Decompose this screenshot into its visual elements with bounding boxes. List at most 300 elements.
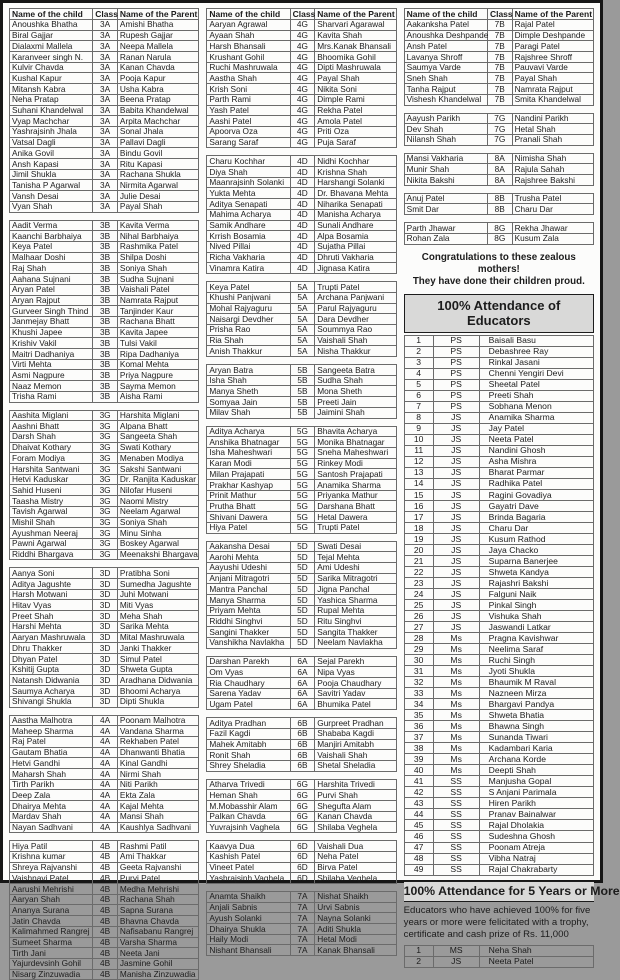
parent-name-cell: Nipa Vyas [315,667,396,678]
roster-cell: PS [433,401,479,412]
roster-cell: 48 [404,853,433,864]
table-row [10,600,199,611]
class-cell: 4D [290,241,315,252]
class-cell: 4A [93,758,118,769]
table-row [207,167,396,178]
roster-cell: JS [433,622,479,633]
class-cell: 6D [290,841,315,852]
roster-cell: MS [433,945,479,956]
parent-name-cell: Neeta Jani [117,948,198,959]
table-row [10,862,199,873]
roster-cell: 4 [404,368,433,379]
class-cell: 5G [290,437,315,448]
roster-cell: Ms [433,666,479,677]
class-cell: 3G [93,421,118,432]
child-name-cell: Mantra Panchal [207,584,290,595]
child-name-cell: Sahid Huseni [10,485,93,496]
class-cell: 4B [93,841,118,852]
class-cell: 5B [290,397,315,408]
child-name-cell: Pawni Agarwal [10,538,93,549]
child-name-cell: Krushant Gohil [207,52,290,63]
child-name-cell: Shreya Rajvanshi [10,862,93,873]
table-row [404,62,593,73]
table-row [207,616,396,627]
parent-name-cell: Juhi Motwani [117,589,198,600]
table-row [207,522,396,533]
table-row [404,567,593,578]
table-row [10,84,199,95]
child-name-cell: Anjani Mitragotri [207,573,290,584]
table-row [207,469,396,480]
parent-name-cell: Alpana Bhatt [117,421,198,432]
class-table-6D [206,840,396,884]
child-name-cell: Hiya Patil [10,841,93,852]
table-row [10,790,199,801]
roster-cell: 11 [404,445,433,456]
table-row [207,902,396,913]
table-row [207,282,396,293]
roster-cell: PS [433,357,479,368]
child-name-cell: Anoushka Deshpande [404,30,487,41]
class-cell: 6G [290,790,315,801]
child-name-cell: Yajurdevsinh Gohil [10,958,93,969]
class-cell: 3B [93,284,118,295]
table-row [404,84,593,95]
class-cell: 3D [93,664,118,675]
child-name-cell: Diya Shah [207,167,290,178]
class-cell: 7B [487,84,512,95]
table-row [207,656,396,667]
class-cell: 8G [487,233,512,244]
roster-cell: Bharat Parmar [479,467,593,478]
roster-cell: Sobhana Menon [479,401,593,412]
table-row [10,969,199,980]
col-header-class: Class [487,9,512,20]
child-name-cell: Ayush Solanki [207,913,290,924]
roster-cell: 46 [404,831,433,842]
parent-name-cell: Rekha Patel [315,105,396,116]
class-table-8G [404,222,594,244]
roster-cell: Deepti Shah [479,765,593,776]
child-name-cell: Tirth Parikh [10,779,93,790]
class-cell: 3G [93,496,118,507]
child-name-cell: Tanha Rajput [404,84,487,95]
parent-name-cell: Mansi Shah [117,811,198,822]
class-cell: 3G [93,453,118,464]
class-cell: 5G [290,490,315,501]
table-row [207,188,396,199]
parent-name-cell: Pauvavi Varde [512,62,593,73]
parent-name-cell: Sakshi Santwani [117,464,198,475]
class-cell: 3B [93,338,118,349]
table-row [207,873,396,884]
table-row [404,346,593,357]
table-row [207,913,396,924]
class-table-3G [9,410,199,561]
child-name-cell: Sangini Thakker [207,627,290,638]
parent-name-cell: Sapna Surana [117,905,198,916]
child-name-cell: Mahima Acharya [207,209,290,220]
table-row [207,252,396,263]
child-name-cell: Nisarg Zinzuwadia [10,969,93,980]
class-cell: 4B [93,937,118,948]
roster-cell: 13 [404,467,433,478]
child-name-cell: Milav Shah [207,407,290,418]
table-row [207,552,396,563]
child-name-cell: M.Mobasshir Alam [207,801,290,812]
roster-cell: JS [433,490,479,501]
parent-name-cell: Kavita Shah [315,30,396,41]
class-cell: 8G [487,223,512,234]
child-name-cell: Darsh Shah [10,431,93,442]
table-row [10,41,199,52]
roster-cell: S Anjani Parimala [479,787,593,798]
parent-name-cell: Usha Kabra [117,84,198,95]
parent-name-cell: Aditi Shukla [315,924,396,935]
five-years-attendance-table [404,945,594,968]
child-name-cell: Taasha Mistry [10,496,93,507]
roster-cell: JS [433,445,479,456]
roster-cell: Shweta Kandya [479,567,593,578]
table-row [10,715,199,726]
class-cell: 8A [487,175,512,186]
roster-cell: 47 [404,842,433,853]
parent-name-cell: Sejal Parekh [315,656,396,667]
parent-name-cell: Trusha Patel [512,193,593,204]
parent-name-cell: Hetal Shah [512,124,593,135]
table-row [207,126,396,137]
table-row [10,180,199,191]
table-row [404,611,593,622]
class-cell: 7B [487,73,512,84]
parent-name-cell: Arpita Machchar [117,116,198,127]
child-name-cell: Vineet Patel [207,862,290,873]
class-cell: 5A [290,292,315,303]
table-row [10,148,199,159]
child-name-cell: Ronit Shah [207,750,290,761]
child-name-cell: Yashrajsinh Vaghela [207,873,290,884]
parent-name-cell: Nirmi Shah [117,769,198,780]
parent-name-cell: Ritu Kapasi [117,159,198,170]
roster-cell: 22 [404,567,433,578]
class-cell: 3G [93,528,118,539]
parent-name-cell: Vaishali Shah [315,335,396,346]
parent-name-cell: Dr. Ranjita Kaduskar [117,474,198,485]
roster-cell: Neha Shah [479,945,593,956]
class-cell: 3B [93,220,118,231]
class-cell: 5D [290,573,315,584]
table-row [404,412,593,423]
table-row [404,41,593,52]
class-cell: 3G [93,485,118,496]
roster-cell: Kusum Rathod [479,534,593,545]
table-row [404,134,593,145]
class-cell: 4D [290,167,315,178]
parent-name-cell: Neepa Mallela [117,41,198,52]
class-cell: 3B [93,306,118,317]
class-table-7B [404,8,594,106]
class-cell: 4G [290,105,315,116]
parent-name-cell: Rachana Shukla [117,169,198,180]
child-name-cell: Kalimahmed Rangrej [10,926,93,937]
class-cell: 6D [290,862,315,873]
table-row [10,284,199,295]
roster-cell: Poonam Atreja [479,842,593,853]
child-name-cell: Anuj Patel [404,193,487,204]
table-row [207,862,396,873]
table-row [404,732,593,743]
parent-name-cell: Sarika Mitragotri [315,573,396,584]
roster-cell: Ms [433,710,479,721]
roster-cell: Ms [433,732,479,743]
parent-name-cell: Sangeeta Shah [117,431,198,442]
child-name-cell: Krishiv Vakil [10,338,93,349]
class-cell: 3A [93,148,118,159]
child-name-cell: Naisargi Devdher [207,314,290,325]
class-cell: 6A [290,667,315,678]
table-row [10,664,199,675]
class-table-6B [206,717,396,772]
table-row [10,201,199,212]
child-name-cell: Sumeet Sharma [10,937,93,948]
table-row [207,241,396,252]
class-cell: 5D [290,595,315,606]
five-years-attendance-title: 100% Attendance for 5 Years or More [404,881,594,902]
table-row [207,263,396,274]
table-row [10,779,199,790]
child-name-cell: Dev Shah [404,124,487,135]
class-cell: 5A [290,346,315,357]
child-name-cell: Ansh Patel [404,41,487,52]
child-name-cell: Sarang Saraf [207,137,290,148]
parent-name-cell: Boskey Agarwal [117,538,198,549]
table-row [10,948,199,959]
class-cell: 3A [93,41,118,52]
table-row [404,445,593,456]
class-cell: 4B [93,894,118,905]
class-cell: 6B [290,750,315,761]
roster-cell: 17 [404,512,433,523]
table-row [404,233,593,244]
class-cell: 3D [93,696,118,707]
table-row [10,937,199,948]
table-row [10,19,199,30]
parent-name-cell: Tulsi Vakil [117,338,198,349]
col-header-parent: Name of the Parent [512,9,593,20]
parent-name-cell: Bhavna Chavda [117,916,198,927]
class-cell: 3A [93,159,118,170]
col-header-child: Name of the child [10,9,93,20]
class-cell: 5G [290,501,315,512]
child-name-cell: Charu Kochhar [207,156,290,167]
class-cell: 3D [93,611,118,622]
class-cell: 3B [93,274,118,285]
class-cell: 6G [290,811,315,822]
child-name-cell: Neha Pratap [10,94,93,105]
table-row [10,421,199,432]
child-name-cell: Mahek Amitabh [207,739,290,750]
class-cell: 4D [290,263,315,274]
table-row [207,678,396,689]
parent-name-cell: Janki Thakker [117,643,198,654]
table-row [10,464,199,475]
class-cell: 5D [290,616,315,627]
child-name-cell: Om Vyas [207,667,290,678]
table-row [404,765,593,776]
child-name-cell: Raj Patel [10,736,93,747]
parent-name-cell: Babita Khandelwal [117,105,198,116]
table-row [207,512,396,523]
class-cell: 4G [290,30,315,41]
parent-name-cell: Namrata Rajput [117,295,198,306]
table-row [10,506,199,517]
roster-cell: Jaya Chacko [479,545,593,556]
parent-name-cell: Yashica Sharma [315,595,396,606]
roster-cell: Vibha Natraj [479,853,593,864]
class-cell: 4A [93,769,118,780]
class-cell: 3A [93,30,118,41]
parent-name-cell: Nilofar Huseni [117,485,198,496]
class-table-5B [206,364,396,419]
child-name-cell: Yuvrajsinh Vaghela [207,822,290,833]
child-name-cell: Samik Andhare [207,220,290,231]
table-row [207,595,396,606]
parent-name-cell: Bhavita Acharya [315,426,396,437]
parent-name-cell: Jignasa Katira [315,263,396,274]
roster-cell: Brinda Bagaria [479,512,593,523]
table-row [10,517,199,528]
child-name-cell: Prutha Bhatt [207,501,290,512]
roster-cell: JS [433,578,479,589]
roster-cell: Falguni Naik [479,589,593,600]
class-cell: 8A [487,164,512,175]
table-row [10,349,199,360]
table-row [207,375,396,386]
table-row [207,688,396,699]
roster-cell: Ms [433,765,479,776]
parent-name-cell: Sudha Sujnani [117,274,198,285]
class-cell: 7B [487,41,512,52]
parent-name-cell: Krishna Shah [315,167,396,178]
child-name-cell: Kashish Patel [207,851,290,862]
table-row [10,73,199,84]
parent-name-cell: Nayna Solanki [315,913,396,924]
table-row [404,688,593,699]
class-cell: 6A [290,688,315,699]
roster-cell: 24 [404,589,433,600]
child-name-cell: Asmi Nagpure [10,370,93,381]
class-table-8B [404,193,594,215]
class-cell: 3B [93,391,118,402]
child-name-cell: Aayush Parikh [404,113,487,124]
roster-cell: 21 [404,556,433,567]
parent-name-cell: Rajshree Shroff [512,52,593,63]
table-row [10,568,199,579]
parent-name-cell: Priyanka Mathur [315,490,396,501]
table-row [10,126,199,137]
roster-cell: Pranav Bainalwar [479,809,593,820]
child-name-cell: Prisha Rao [207,324,290,335]
table-row [207,62,396,73]
child-name-cell: Mohal Rajyaguru [207,303,290,314]
class-cell: 3G [93,549,118,560]
class-cell: 7A [290,934,315,945]
parent-name-cell: Dipti Mashruwala [315,62,396,73]
table-row [10,528,199,539]
table-row [10,894,199,905]
class-cell: 7G [487,134,512,145]
roster-cell: JS [433,611,479,622]
table-row [404,820,593,831]
parent-name-cell: Swati Desai [315,541,396,552]
class-cell: 7A [290,945,315,956]
table-row [207,365,396,376]
roster-cell: 19 [404,534,433,545]
table-row [207,458,396,469]
child-name-cell: Jatin Chavda [10,916,93,927]
parent-name-cell: Bhoomika Gohil [315,52,396,63]
class-cell: 5A [290,335,315,346]
parent-name-cell: Minu Sinha [117,528,198,539]
parent-name-cell: Harshita Trivedi [315,779,396,790]
class-cell: 4A [93,736,118,747]
child-name-cell: Harsh Motwani [10,589,93,600]
table-row [404,534,593,545]
table-row [207,324,396,335]
parent-name-cell: Gurpreet Pradhan [315,718,396,729]
table-row [404,467,593,478]
child-name-cell: Mansi Vakharia [404,153,487,164]
roster-cell: Ms [433,655,479,666]
parent-name-cell: Beena Pratap [117,94,198,105]
col-header-parent: Name of the Parent [117,9,198,20]
table-row [10,589,199,600]
class-cell: 8B [487,193,512,204]
parent-name-cell: Urvi Sabnis [315,902,396,913]
congratulations-line-2: They have done their children proud. [412,276,585,288]
class-cell: 6G [290,801,315,812]
child-name-cell: Ayaan Shah [207,30,290,41]
table-row [404,175,593,186]
class-cell: 5A [290,282,315,293]
parent-name-cell: Shilaba Veghela [315,873,396,884]
table-row [404,19,593,30]
table-row [10,474,199,485]
roster-cell: Ms [433,699,479,710]
roster-cell: 8 [404,412,433,423]
parent-name-cell: Geeta Rajvanshi [117,862,198,873]
child-name-cell: Dialaxmi Mallela [10,41,93,52]
table-row [404,600,593,611]
col-header-class: Class [290,9,315,20]
child-name-cell: Aastha Shah [207,73,290,84]
table-row [207,779,396,790]
roster-cell: SS [433,853,479,864]
class-cell: 7A [290,902,315,913]
table-header-row [207,9,396,20]
parent-name-cell: Payal Shah [315,73,396,84]
table-row [10,391,199,402]
table-row [207,501,396,512]
child-name-cell: Anish Thakkur [207,346,290,357]
table-row [10,632,199,643]
parent-name-cell: Rupesh Gajjar [117,30,198,41]
class-cell: 6B [290,739,315,750]
roster-cell: 5 [404,379,433,390]
class-cell: 3A [93,19,118,30]
table-row [10,159,199,170]
roster-cell: Bhawna Singh [479,721,593,732]
